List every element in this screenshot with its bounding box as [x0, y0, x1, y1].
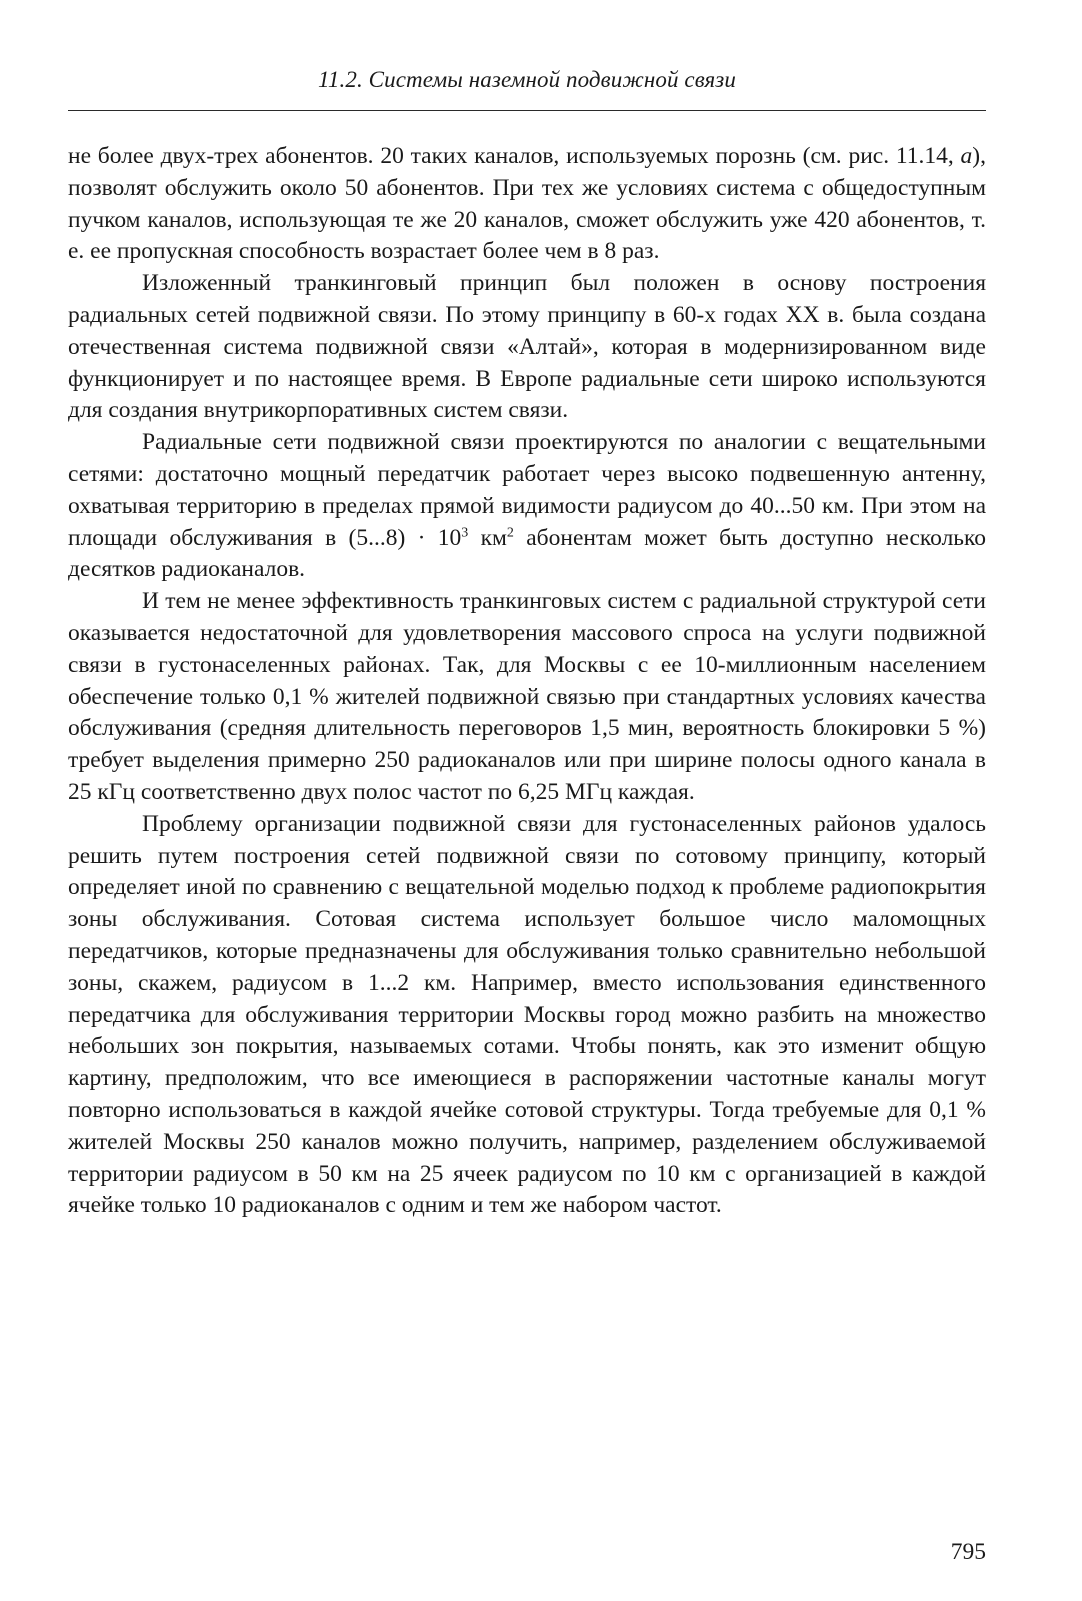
paragraph-3-text-b: км — [468, 524, 507, 551]
paragraph-5: Проблему организации подвижной связи для густонаселенных районов удалось решить путем построения сетей подвижной связи по сотовому принципу, который определяет иной по сравнению с вещательной моделью подход к проблеме радиопокрытия зоны обслуживания. Сотовая система использует большое число маломощных передатчиков, которые предназначены для обслуживания только сравнительно небольшой зоны, скажем, радиусом в 1...2 км. Например, вместо использования единственного передатчика для обслуживания территории Москвы город можно разбить на множество небольших зон покрытия, называемых сотами. Чтобы понять, как это изменит общую картину, предположим, что все имеющиеся в распоряжении частотные каналы могут повторно использоваться в каждой ячейке сотовой структуры. Тогда требуемые для 0,1 % жителей Москвы 250 каналов можно получить, например, разделением обслуживаемой территории радиусом в 50 км на 25 ячеек радиусом по 10 км с организацией в каждой ячейке только 10 радиоканалов с одним и тем же набором частот. — [68, 810, 986, 1219]
paragraph-1-text-a: не более двух-трех абонентов. 20 таких каналов, используемых порознь (см. рис. 11.14, — [68, 143, 961, 169]
figure-subpart-letter: а — [960, 143, 973, 169]
running-head: 11.2. Системы наземной подвижной связи — [318, 67, 736, 92]
page-number: 795 — [950, 1539, 986, 1565]
paragraph-4: И тем не менее эффективность транкинговых систем с радиальной структурой сети оказывается недостаточной для удовлетворения массового спроса на услуги подвижной связи в густонаселенных районах. Так, для Москвы с ее 10-миллионным населением обеспечение только 0,1 % жителей подвижной связью при стандартных условиях качества обслуживания (средняя длительность переговоров 1,5 мин, вероятность блокировки 5 %) требует выделения примерно 250 радиоканалов или при ширине полосы одного канала в 25 кГц соответственно двух полос частот по 6,25 МГц каждая. — [68, 588, 986, 805]
header-rule — [68, 110, 986, 111]
paragraph-2: Изложенный транкинговый принцип был положен в основу построения радиальных сетей подвижной связи. По этому принципу в 60-х годах XX в. была создана отечественная система подвижной связи «Алтай», которая в модернизированном виде функционирует и по настоящее время. В Европе радиальные сети широко используются для создания внутрикорпоративных систем связи. — [68, 270, 986, 424]
exponent-2: 2 — [506, 525, 514, 541]
paragraph-3 — [68, 427, 986, 586]
paragraph-3-text-c: абонентам может быть доступно несколько десятков радиоканалов. — [68, 524, 986, 583]
paragraph-3-text-a: Радиальные сети подвижной связи проектируются по аналогии с вещательными сетями: достаточно мощный передатчик работает через высоко подвешенную антенну, охватывая территорию в пределах прямой видимости радиусом до 40...50 км. При этом на площади обслуживания в (5...8) · 10 — [68, 429, 986, 551]
exponent-3: 3 — [461, 525, 469, 541]
paragraph-1 — [68, 141, 986, 268]
body-text — [68, 141, 986, 1222]
paragraph-1-text-b: ), позволят обслужить около 50 абонентов. При тех же условиях система с общедоступным пучком каналов, использующая те же 20 каналов, сможет обслужить уже 420 абонентов, т. е. ее пропускная способность возрастает более чем в 8 раз. — [68, 143, 986, 265]
book-page — [68, 0, 986, 1601]
